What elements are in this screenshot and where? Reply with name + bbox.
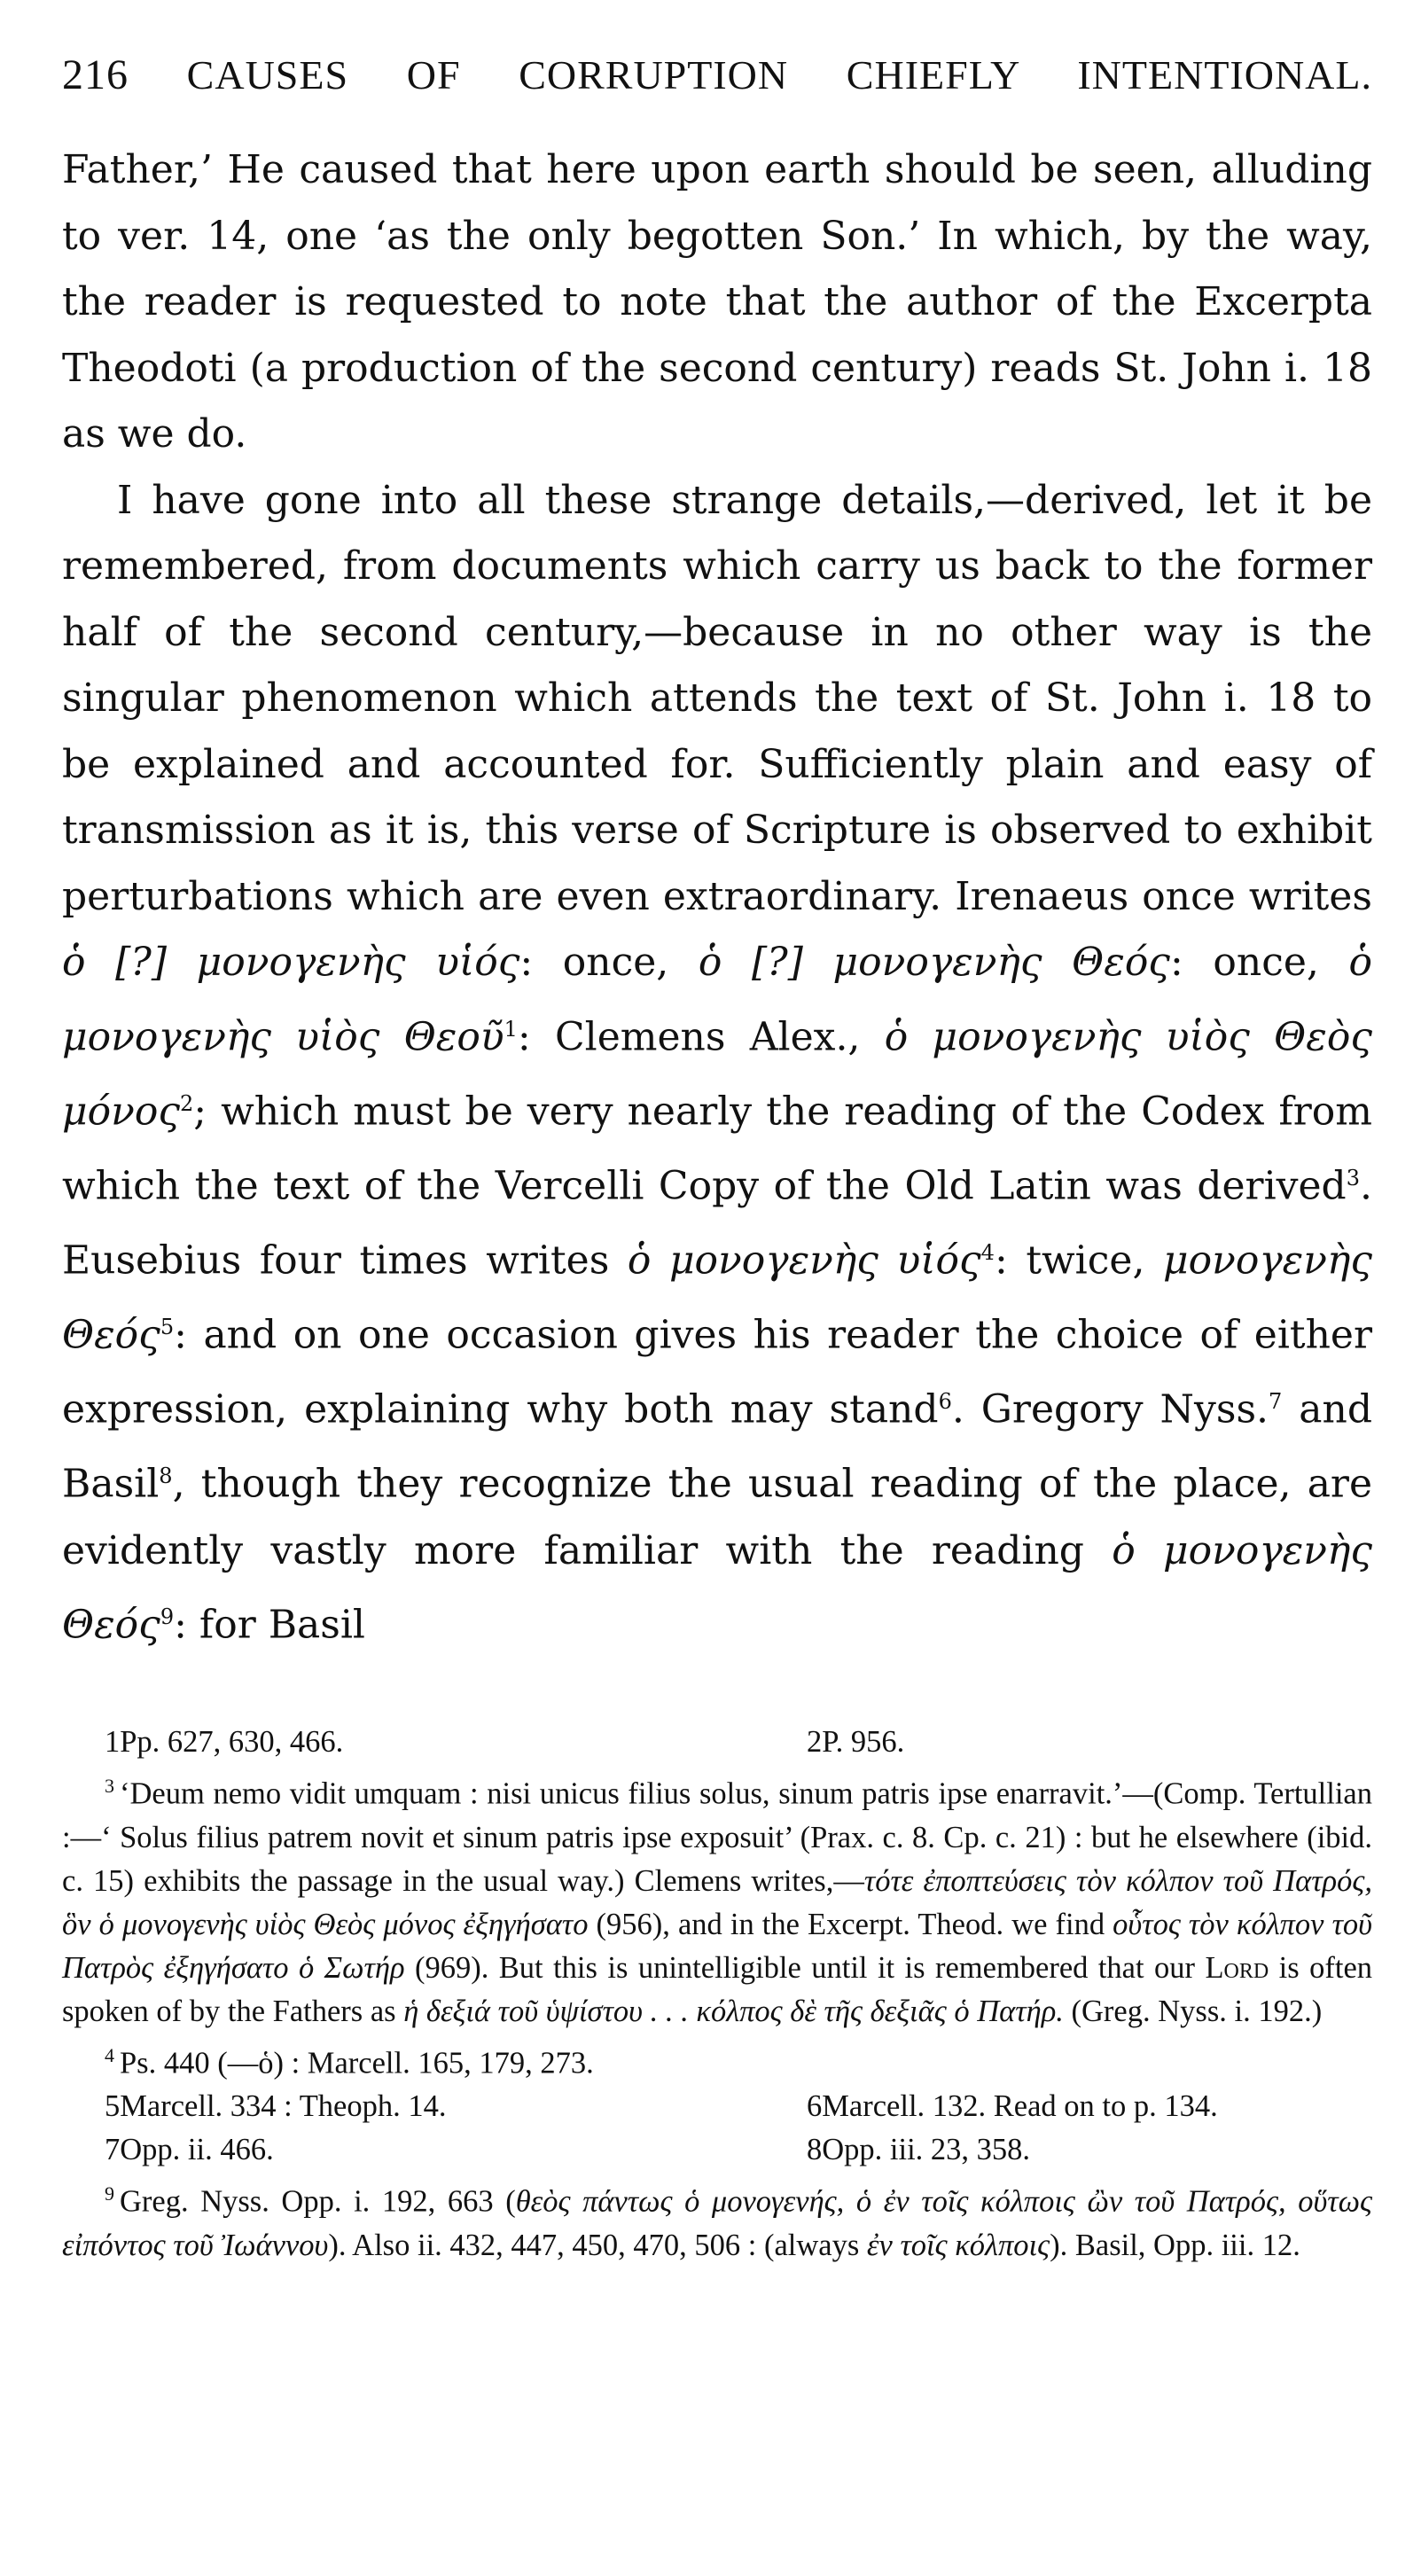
text-run: : Clemens Alex.,: [517, 1014, 885, 1060]
text-run: : once,: [1169, 940, 1349, 985]
text-run: : for Basil: [174, 1602, 366, 1648]
greek-phrase: ὁ μονογενὴς Θεός: [62, 1527, 1372, 1648]
footnote-text: P. 956.: [822, 1725, 905, 1760]
footnote-marker: 4: [105, 2043, 114, 2066]
greek-phrase: ἡ δεξιά τοῦ ὑψίστου . . . κόλπος δὲ τῆς δεξιᾶς ὁ Πατήρ.: [403, 1994, 1064, 2028]
chapter-title: CAUSES OF CORRUPTION CHIEFLY INTENTIONAL.: [186, 52, 1372, 98]
footnote-marker: 8: [807, 2133, 823, 2167]
body-text: [62, 137, 1372, 1659]
footnote-text: ). Also ii. 432, 447, 450, 470, 506 : (always: [328, 2228, 867, 2262]
footnote-ref[interactable]: 6: [938, 1389, 952, 1415]
greek-phrase: ὁ μονογενὴς υἱὸς Θεὸς μόνος: [62, 1014, 1372, 1135]
footnote-text: Greg. Nyss. Opp. i. 192, 663 (: [120, 2184, 516, 2219]
greek-phrase: ὁ [?] μονογενὴς Θεός: [698, 940, 1170, 985]
paragraph-1: Father,’ He caused that here upon earth should be seen, alluding to ver. 14, one ‘as the only begotten Son.’ In which, by the way, the reader is requested to note that the author of the Excerpta Theodoti (a production of the second century) reads St. John i. 18 as we do.: [62, 147, 1372, 457]
footnote-5: [62, 2085, 807, 2128]
footnote-marker: 3: [105, 1775, 114, 1798]
footnote-text: Ps. 440 (—ὁ) : Marcell. 165, 179, 273.: [120, 2046, 594, 2080]
footnote-text: (Greg. Nyss. i. 192.): [1063, 1994, 1323, 2028]
footnote-6: [807, 2085, 1372, 2128]
text-run: : once,: [519, 940, 699, 985]
footnote-text: Opp. iii. 23, 358.: [822, 2133, 1031, 2167]
book-page: [62, 49, 1372, 2268]
greek-phrase: τότε ἐποπτεύσεις τὸν κόλπον τοῦ Πατρός, ὃν ὁ μονογενὴς υἱὸς Θεὸς μόνος ἐξηγήσατο: [62, 1863, 1372, 1941]
footnote-7: [62, 2128, 807, 2172]
footnote-9: [62, 2172, 1372, 2268]
greek-phrase: ἐν τοῖς κόλποις: [866, 2228, 1050, 2262]
text-run: . Eusebius four times writes: [62, 1163, 1372, 1284]
footnote-marker: 5: [105, 2089, 121, 2124]
page-number: 216: [62, 51, 129, 98]
small-caps-word: Lord: [1205, 1950, 1269, 1985]
footnote-text: Pp. 627, 630, 466.: [120, 1725, 344, 1760]
footnote-marker: 9: [105, 2182, 114, 2205]
footnote-ref[interactable]: 5: [160, 1315, 175, 1340]
text-run: I have gone into all these strange details,—derived, let it be remembered, from documents which carry us back to the former half of the second century,—because in no other way is the singular phenomenon which attends the text of St. John i. 18 to be explained and accounted for. Sufficiently plain and easy of transmission as it is, this verse of Scripture is observed to exhibit perturbations which are even extraordinary. Irenaeus once writes: [62, 477, 1372, 919]
footnote-text: (969). But this is unintelligible until it is remembered that our: [404, 1950, 1206, 1985]
text-run: , though they recognize the usual reading of the place, are evidently vastly more familiar with the reading: [62, 1462, 1372, 1573]
footnote-text: ‘Deum nemo vidit umquam : nisi unicus filius solus, sinum patris ipse enarravit.’—(Comp. Tertullian :—‘ Solus filius patrem novit et sinum patris ipse exposuit’ (Prax. c. 8. Cp. c. 21) : but he elsewhere (ibid. c. 15) exhibits the passage in the usual way.) Clemens writes,—: [62, 1776, 1372, 1898]
footnote-ref[interactable]: 2: [179, 1090, 194, 1116]
greek-phrase: ὁ μονογενὴς υἱὸς Θεοῦ: [62, 940, 1372, 1060]
footnote-2: [807, 1721, 1372, 1764]
footnote-row: [62, 2085, 1372, 2128]
footnote-row: [62, 2128, 1372, 2172]
running-head: [62, 49, 1372, 102]
footnote-marker: 2: [807, 1725, 823, 1760]
footnote-marker: 7: [105, 2133, 121, 2167]
greek-phrase: ὁ [?] μονογενὴς υἱός: [62, 940, 520, 985]
text-run: and Basil: [62, 1386, 1372, 1508]
text-run: ; which must be very nearly the reading of the Codex from which the text of the Vercelli Copy of the Old Latin was derived: [62, 1089, 1372, 1209]
greek-phrase: μονογενὴς Θεός: [62, 1237, 1372, 1358]
footnote-text: Marcell. 334 : Theoph. 14.: [120, 2089, 447, 2124]
footnote-ref[interactable]: 3: [1346, 1165, 1360, 1190]
text-run: : twice,: [994, 1237, 1164, 1284]
footnote-ref[interactable]: 1: [504, 1016, 518, 1042]
footnote-text: is often spoken of by the Fathers as: [62, 1950, 1373, 2028]
footnote-1: [62, 1721, 807, 1764]
footnote-row: [62, 1721, 1372, 1764]
footnote-ref[interactable]: 9: [160, 1604, 175, 1630]
footnote-marker: 6: [807, 2089, 823, 2124]
footnote-8: [807, 2128, 1372, 2172]
footnote-3: [62, 1764, 1372, 2033]
footnote-text: Opp. ii. 466.: [120, 2133, 274, 2167]
greek-phrase: θεὸς πάντως ὁ μονογενής, ὁ ἐν τοῖς κόλποις ὢν τοῦ Πατρός, οὕτως εἰπόντος τοῦ Ἰωάννου: [62, 2184, 1372, 2262]
footnote-ref[interactable]: 7: [1269, 1389, 1283, 1415]
footnote-ref[interactable]: 8: [159, 1464, 173, 1489]
greek-phrase: ὁ μονογενὴς υἱός: [627, 1237, 981, 1284]
footnote-4: [62, 2033, 1372, 2086]
footnote-text: ). Basil, Opp. iii. 12.: [1050, 2228, 1300, 2262]
footnote-text: Marcell. 132. Read on to p. 134.: [822, 2089, 1218, 2124]
footnote-text: (956), and in the Excerpt. Theod. we find: [588, 1907, 1113, 1941]
paragraph-2: [62, 468, 1372, 1659]
text-run: . Gregory Nyss.: [951, 1386, 1269, 1432]
greek-phrase: οὗτος τὸν κόλπον τοῦ Πατρὸς ἐξηγήσατο ὁ Σωτήρ: [62, 1907, 1373, 1985]
footnote-ref[interactable]: 4: [980, 1239, 995, 1265]
text-run: : and on one occasion gives his reader the choice of either expression, explaining why both may stand: [62, 1312, 1372, 1432]
footnote-marker: 1: [105, 1725, 121, 1760]
footnotes: [62, 1721, 1372, 2268]
